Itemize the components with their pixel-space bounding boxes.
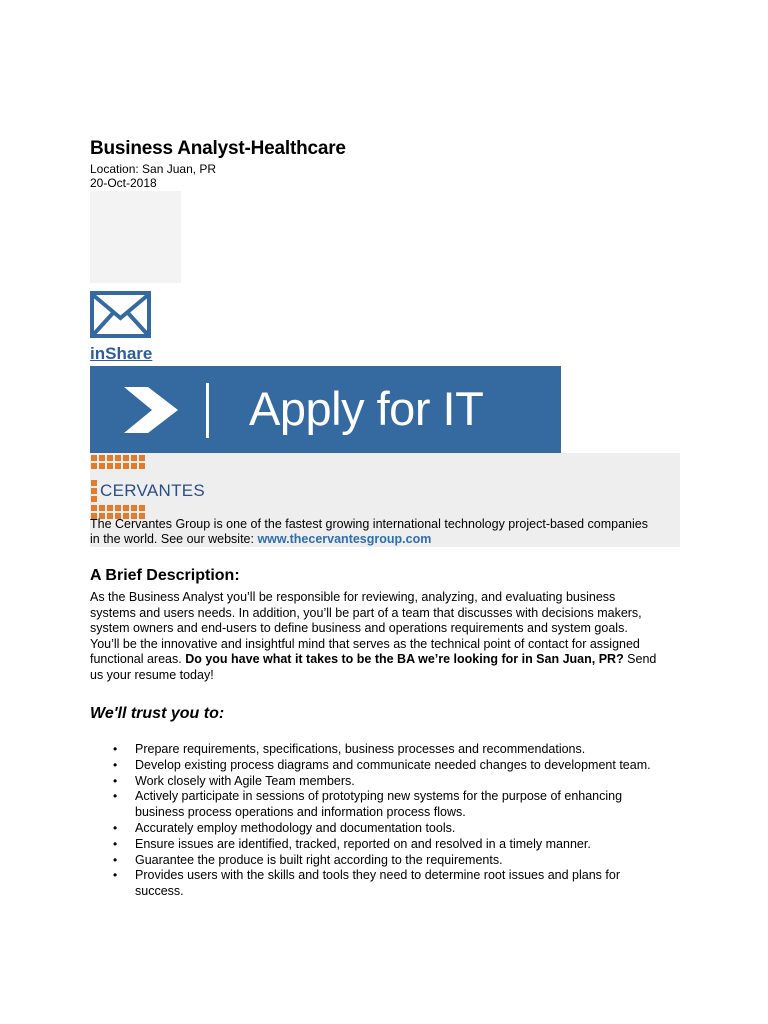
list-item-text: Ensure issues are identified, tracked, reported on and resolved in a timely manner.: [135, 836, 591, 851]
bullet-icon: •: [113, 773, 118, 788]
brief-description-question: Do you have what it takes to be the BA we’re looking for in San Juan, PR?: [185, 652, 624, 667]
list-item-text: Prepare requirements, specifications, business processes and recommendations.: [135, 742, 586, 756]
logo-dot: [131, 455, 137, 461]
logo-dot: [107, 463, 113, 469]
company-website-link[interactable]: www.thecervantesgroup.com: [257, 532, 432, 546]
logo-dot: [131, 505, 137, 511]
logo-dot: [91, 455, 97, 461]
list-item: [90, 774, 660, 790]
list-item: [90, 742, 660, 758]
logo-dot: [91, 480, 97, 486]
logo-dot: [115, 505, 121, 511]
logo-dot: [107, 455, 113, 461]
logo-dot: [99, 505, 105, 511]
envelope-icon[interactable]: [90, 291, 151, 338]
list-item-text: Develop existing process diagrams and communicate needed changes to development team.: [135, 757, 651, 772]
list-item: [90, 821, 660, 837]
list-item: [90, 853, 660, 869]
job-title: Business Analyst-Healthcare: [90, 138, 346, 159]
list-item-text: Actively participate in sessions of prototyping new systems for the purpose of enhancing business process operations and information process flows.: [135, 789, 623, 820]
logo-dot: [115, 455, 121, 461]
trust-list: [90, 742, 660, 900]
logo-dot: [91, 505, 97, 511]
logo-dot: [107, 505, 113, 511]
brief-description-body: [90, 590, 660, 684]
list-item: [90, 868, 660, 900]
banner-divider: [206, 383, 209, 438]
logo-dot: [123, 463, 129, 469]
chevron-right-icon: [124, 387, 178, 433]
logo-dot: [131, 463, 137, 469]
company-description-text: The Cervantes Group is one of the fastest growing international technology project-based companies in the world. See our website:: [90, 517, 648, 546]
bullet-icon: •: [113, 820, 118, 835]
list-item-text: Guarantee the produce is built right according to the requirements.: [135, 852, 503, 867]
logo-dot: [115, 463, 121, 469]
trust-heading: We'll trust you to:: [90, 705, 225, 722]
logo-dot: [91, 496, 97, 502]
logo-dot: [99, 463, 105, 469]
bullet-icon: •: [113, 852, 118, 867]
company-panel: [90, 453, 680, 547]
job-location: Location: San Juan, PR: [90, 162, 217, 176]
list-item: [90, 789, 660, 821]
logo-dot: [91, 463, 97, 469]
logo-dot: [123, 455, 129, 461]
brief-description-heading: A Brief Description:: [90, 567, 240, 584]
logo-dot: [99, 455, 105, 461]
bullet-icon: •: [113, 868, 118, 883]
logo-dot: [139, 505, 145, 511]
bullet-icon: •: [113, 757, 118, 772]
bullet-icon: •: [113, 742, 118, 756]
logo-dot: [123, 505, 129, 511]
job-date: 20-Oct-2018: [90, 176, 157, 190]
list-item: [90, 758, 660, 774]
bullet-icon: •: [113, 836, 118, 851]
company-description: [90, 517, 650, 547]
image-placeholder: [90, 191, 181, 283]
logo-dot: [91, 488, 97, 494]
apply-for-it-banner[interactable]: [90, 366, 561, 453]
logo-dot: [139, 463, 145, 469]
list-item-text: Work closely with Agile Team members.: [135, 773, 355, 788]
list-item: [90, 837, 660, 853]
job-posting-page: [90, 0, 690, 1024]
brief-description-text: As the Business Analyst you’ll be responsible for reviewing, analyzing, and evaluating business systems and users needs. In addition, you’ll be part of a team that discusses with decisions makers, system owners and end-users to define business and operations requirements and system goals. You’ll be the innovative and insightful mind that serves as the technical point of contact for assigned functional areas.: [90, 590, 642, 667]
list-item-text: Accurately employ methodology and documentation tools.: [135, 820, 456, 835]
inshare-link[interactable]: inShare: [90, 344, 153, 363]
cervantes-logo-text: CERVANTES: [100, 481, 206, 500]
list-item-text: Provides users with the skills and tools they need to determine root issues and plans for success.: [135, 868, 620, 899]
brief-description-closing: Send us your resume today!: [90, 652, 657, 682]
apply-banner-label: Apply for IT: [249, 382, 484, 435]
bullet-icon: •: [113, 789, 118, 804]
logo-dot: [139, 455, 145, 461]
